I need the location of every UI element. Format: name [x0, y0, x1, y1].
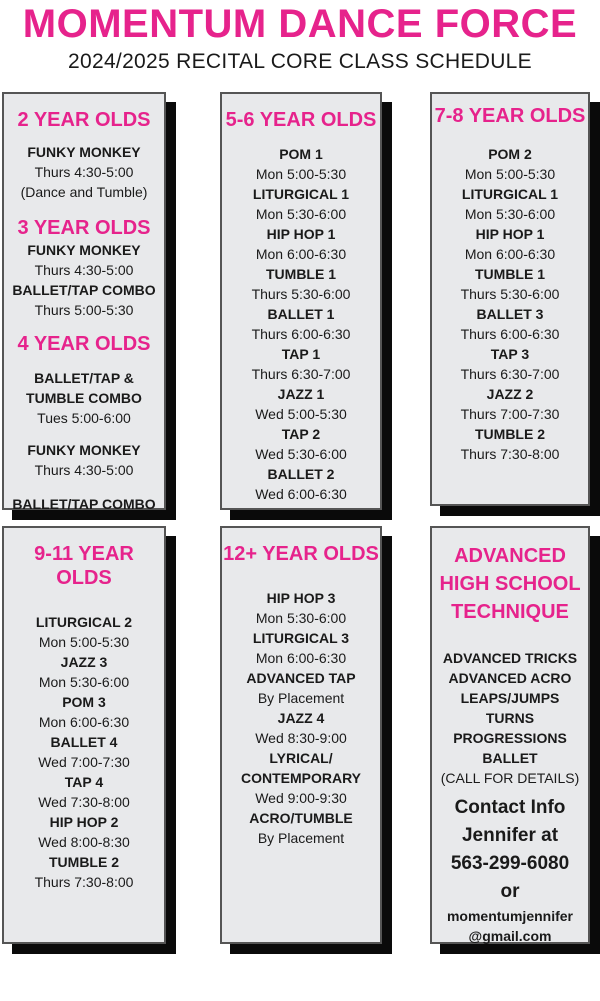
section-heading: 2 YEAR OLDS — [17, 109, 151, 131]
class-name: POM 3 — [62, 694, 106, 710]
class-name: HIP HOP 1 — [475, 226, 545, 242]
class-name: LITURGICAL 3 — [252, 630, 350, 646]
class-name: BALLET 1 — [267, 306, 335, 322]
class-name: HIP HOP 3 — [266, 590, 336, 606]
class-name: TUMBLE 2 — [49, 854, 119, 870]
section-4-year-olds — [4, 332, 164, 514]
class-time: Wed 7:00-7:30 — [38, 754, 130, 770]
class-time: Wed 5:00-5:30 — [255, 406, 347, 422]
advanced-item: ADVANCED ACRO — [448, 670, 572, 686]
class-name: TUMBLE COMBO — [26, 390, 142, 406]
class-time: Thurs 4:30-5:00 — [34, 164, 134, 180]
class-time: Mon 6:00-6:30 — [464, 246, 556, 262]
section-heading: 7-8 YEAR OLDS — [434, 105, 586, 127]
class-time: Thurs 5:00-5:30 — [34, 302, 134, 318]
schedule-box-young — [2, 92, 166, 510]
class-note: (Dance and Tumble) — [20, 184, 148, 200]
contact-line: Jennifer at — [461, 825, 559, 846]
class-name: FUNKY MONKEY — [27, 144, 141, 160]
advanced-technique-box — [430, 526, 590, 944]
class-name: HIP HOP 1 — [266, 226, 336, 242]
class-time: Mon 5:00-5:30 — [38, 634, 130, 650]
class-time: Mon 5:00-5:30 — [464, 166, 556, 182]
class-name: TAP 4 — [64, 774, 104, 790]
class-time: Thurs 4:30-5:00 — [34, 262, 134, 278]
contact-line: or — [500, 881, 520, 902]
class-list — [432, 144, 588, 464]
class-name: ADVANCED TAP — [246, 670, 356, 686]
class-time: Wed 7:30-8:00 — [38, 794, 130, 810]
class-time: Thurs 5:30-6:00 — [251, 286, 351, 302]
class-time: Wed 8:30-9:00 — [255, 730, 347, 746]
class-name: FUNKY MONKEY — [27, 442, 141, 458]
class-name: BALLET/TAP & — [34, 370, 134, 386]
advanced-item: LEAPS/JUMPS — [460, 690, 560, 706]
section-heading: 3 YEAR OLDS — [17, 217, 151, 239]
class-name: LITURGICAL 1 — [252, 186, 350, 202]
class-name: BALLET/TAP COMBO — [12, 496, 156, 512]
class-name: JAZZ 1 — [277, 386, 325, 402]
class-name: BALLET 3 — [476, 306, 544, 322]
class-name: JAZZ 2 — [486, 386, 534, 402]
class-name: POM 1 — [279, 146, 323, 162]
advanced-item: BALLET — [482, 750, 538, 766]
class-name: JAZZ 4 — [277, 710, 325, 726]
page-subtitle: 2024/2025 RECITAL CORE CLASS SCHEDULE — [68, 50, 532, 73]
class-name: FUNKY MONKEY — [27, 242, 141, 258]
class-time: Thurs 5:30-6:00 — [460, 286, 560, 302]
section-2-year-olds — [4, 108, 164, 202]
section-heading-line: TECHNIQUE — [451, 601, 569, 623]
class-name: TAP 1 — [281, 346, 321, 362]
class-name: LITURGICAL 2 — [35, 614, 133, 630]
class-name: LITURGICAL 1 — [461, 186, 559, 202]
class-time: Thurs 7:30-8:00 — [460, 446, 560, 462]
class-time: Mon 5:30-6:00 — [255, 206, 347, 222]
schedule-box-9-11 — [2, 526, 166, 944]
section-heading: 5-6 YEAR OLDS — [225, 109, 377, 131]
class-name: CONTEMPORARY — [240, 770, 362, 786]
class-name: TUMBLE 2 — [475, 426, 545, 442]
class-name: BALLET 2 — [267, 466, 335, 482]
page-title: MOMENTUM DANCE FORCE — [22, 2, 578, 46]
class-time: Thurs 6:00-6:30 — [460, 326, 560, 342]
class-name: POM 2 — [488, 146, 532, 162]
class-list — [222, 144, 380, 504]
class-time: Thurs 7:30-8:00 — [34, 874, 134, 890]
class-name: JAZZ 3 — [60, 654, 108, 670]
advanced-item: ADVANCED TRICKS — [442, 650, 578, 666]
class-time: By Placement — [257, 690, 345, 706]
section-heading: 4 YEAR OLDS — [17, 333, 151, 355]
section-heading: 12+ YEAR OLDS — [223, 543, 379, 565]
class-name: BALLET/TAP COMBO — [12, 282, 156, 298]
class-time: Mon 6:00-6:30 — [255, 650, 347, 666]
class-name: LYRICAL/ — [269, 750, 333, 766]
class-name: ACRO/TUMBLE — [249, 810, 353, 826]
class-time: Mon 6:00-6:30 — [255, 246, 347, 262]
advanced-item-list — [432, 648, 588, 768]
schedule-box-7-8 — [430, 92, 590, 506]
class-time: Mon 6:00-6:30 — [38, 714, 130, 730]
class-name: TAP 3 — [490, 346, 530, 362]
class-time: Tues 5:00-6:00 — [37, 410, 131, 426]
email-line: momentumjennifer — [446, 908, 573, 924]
class-time: Wed 8:00-8:30 — [38, 834, 130, 850]
class-time: Wed 6:00-6:30 — [255, 486, 347, 502]
email-line: @gmail.com — [468, 928, 552, 944]
class-name: TUMBLE 1 — [475, 266, 545, 282]
class-name: TAP 2 — [281, 426, 321, 442]
contact-line: Contact Info — [454, 797, 566, 818]
section-3-year-olds — [4, 216, 164, 320]
class-time: Thurs 7:00-7:30 — [460, 406, 560, 422]
section-heading-line: ADVANCED — [454, 545, 566, 567]
class-list — [222, 588, 380, 848]
class-time: Wed 9:00-9:30 — [255, 790, 347, 806]
class-name: BALLET 4 — [50, 734, 118, 750]
call-note: (CALL FOR DETAILS) — [440, 770, 580, 786]
schedule-box-5-6 — [220, 92, 382, 510]
class-time: Mon 5:30-6:00 — [464, 206, 556, 222]
class-time: Thurs 6:30-7:00 — [251, 366, 351, 382]
phone-number: 563-299-6080 — [450, 853, 570, 874]
class-time: Mon 5:30-6:00 — [255, 610, 347, 626]
class-time: Thurs 4:30-5:00 — [34, 462, 134, 478]
class-time: By Placement — [257, 830, 345, 846]
class-time: Thurs 6:30-7:00 — [460, 366, 560, 382]
section-heading: 9-11 YEAR OLDS — [34, 543, 134, 589]
class-time: Wed 5:30-6:00 — [255, 446, 347, 462]
class-list — [4, 612, 164, 892]
schedule-box-12-plus — [220, 526, 382, 944]
section-heading-line: HIGH SCHOOL — [439, 573, 581, 595]
advanced-item: PROGRESSIONS — [453, 730, 567, 746]
class-time: Mon 5:30-6:00 — [38, 674, 130, 690]
class-time: Mon 5:00-5:30 — [255, 166, 347, 182]
advanced-item: TURNS — [485, 710, 535, 726]
class-time: Thurs 6:00-6:30 — [251, 326, 351, 342]
class-name: TUMBLE 1 — [266, 266, 336, 282]
class-name: HIP HOP 2 — [49, 814, 119, 830]
